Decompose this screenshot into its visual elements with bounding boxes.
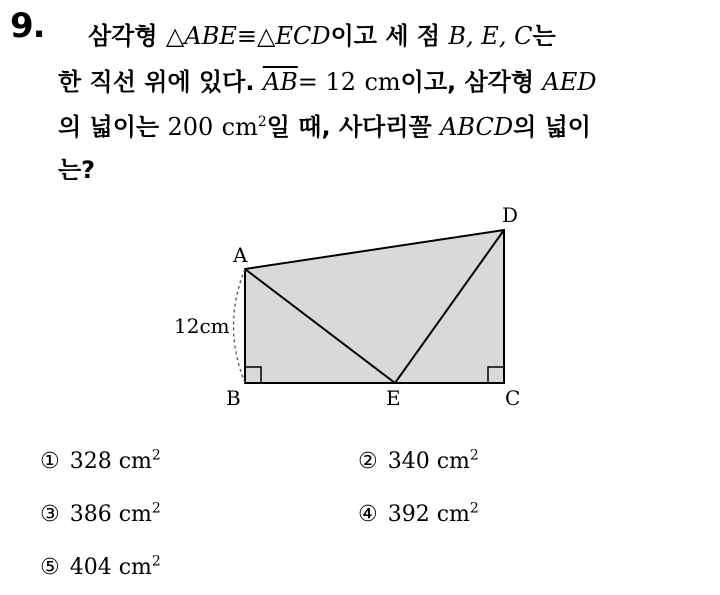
math-value: = 12 [297,68,357,96]
unit: cm [118,555,152,580]
unit: cm [221,113,258,141]
label-e: E [386,386,401,410]
unit: cm [118,449,152,474]
math-bec: B, E, C [448,22,533,50]
exponent: 2 [469,500,479,517]
choice-5[interactable] [40,555,161,580]
length-label: 12cm [174,314,230,338]
unit: cm [436,449,470,474]
label-a: A [233,243,248,267]
math-aed: AED [542,68,597,96]
exponent: 2 [151,500,161,517]
math-value: 200 [167,113,214,141]
unit: cm [118,502,152,527]
text: 한 직선 위에 있다. [58,68,263,96]
choice-mark: ④ [358,502,378,527]
exponent: 2 [469,447,479,464]
choice-value: 328 [69,449,112,474]
unit: cm [364,68,401,96]
text: 는 [532,22,556,50]
choice-value: 392 [387,502,430,527]
length-arc-ab [234,269,246,383]
exponent: 2 [257,114,267,130]
text: 삼각형 [88,22,166,50]
question-number: 9. [10,6,45,46]
text: 이고 세 점 [330,22,449,50]
unit: cm [436,502,470,527]
exponent: 2 [151,553,161,570]
label-b: B [226,386,241,410]
exponent: 2 [151,447,161,464]
choice-mark: ① [40,449,60,474]
choice-value: 404 [69,555,112,580]
math-abe: ABE [184,22,237,50]
choice-value: 386 [69,502,112,527]
text: 의 넓이는 [58,113,168,141]
choice-mark: ② [358,449,378,474]
choice-mark: ⑤ [40,555,60,580]
trapezoid-fill [245,230,504,383]
math-segment-ab: $\overline{AB}$ [262,68,298,96]
text: 는? [58,156,96,184]
math-ecd: ECD [275,22,331,50]
congruent-symbol: ≡ [236,22,257,50]
label-c: C [505,386,521,410]
text: 일 때, 사다리꼴 [266,113,441,141]
choice-value: 340 [387,449,430,474]
math-abcd: ABCD [440,113,514,141]
choice-2[interactable] [358,449,479,474]
choice-4[interactable] [358,502,479,527]
choice-1[interactable] [40,449,161,474]
text: 이고, 삼각형 [400,68,543,96]
triangle-symbol: △ [165,22,185,50]
choice-mark: ③ [40,502,60,527]
text: 의 넓이 [513,113,591,141]
triangle-symbol: △ [257,22,276,50]
label-d: D [502,203,519,227]
choice-3[interactable] [40,502,161,527]
